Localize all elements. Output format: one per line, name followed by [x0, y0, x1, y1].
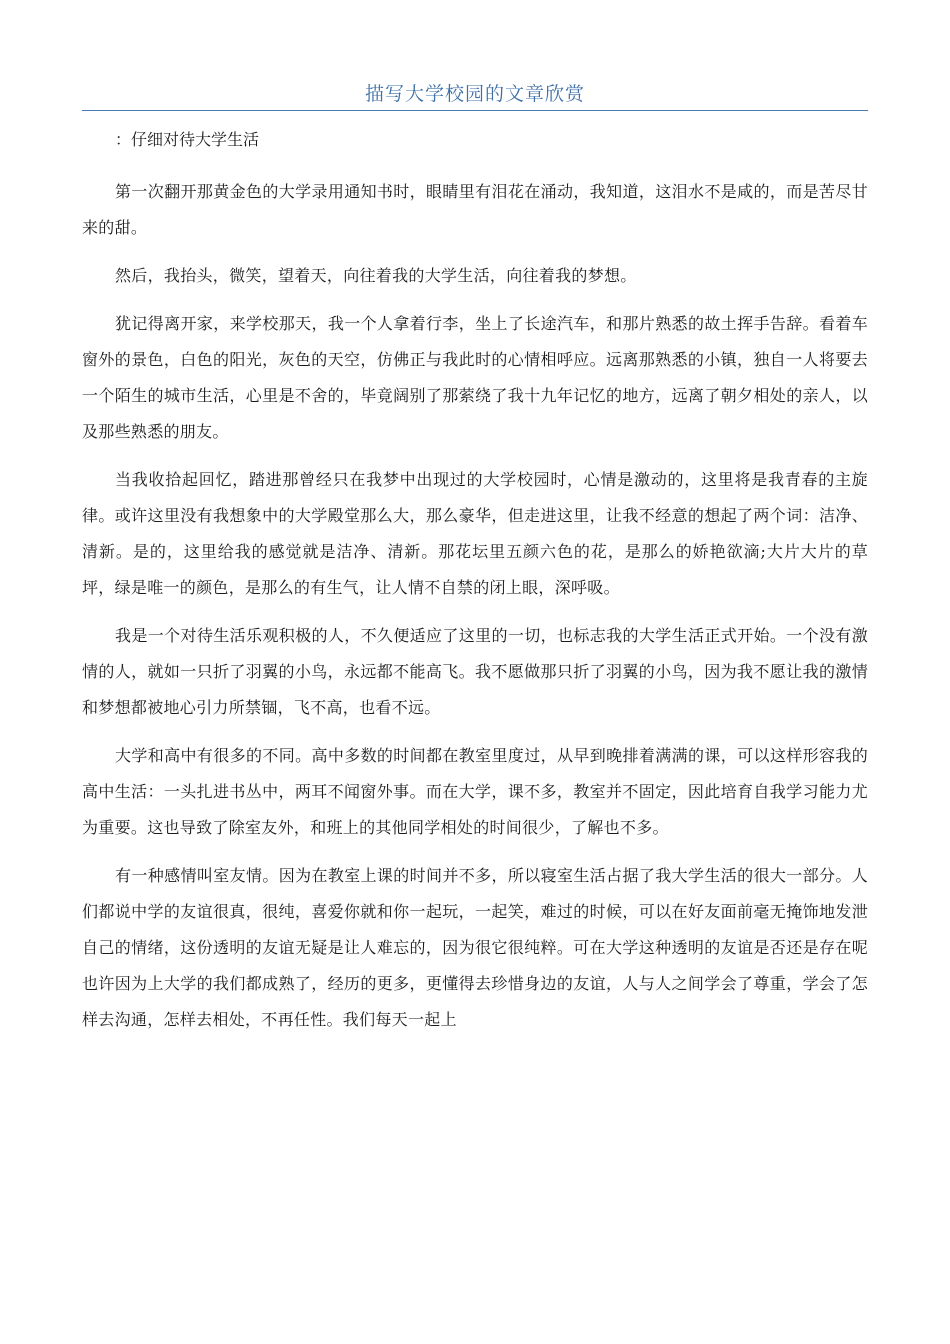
paragraph: 我是一个对待生活乐观积极的人，不久便适应了这里的一切，也标志我的大学生活正式开始。一个没有激情的人，就如一只折了羽翼的小鸟，永远都不能高飞。我不愿做那只折了羽翼的小鸟，因为我不愿让我的激情和梦想都被地心引力所禁锢，飞不高，也看不远。	[82, 626, 868, 717]
paragraph: 第一次翻开那黄金色的大学录用通知书时，眼睛里有泪花在涌动，我知道，这泪水不是咸的，而是苦尽甘来的甜。	[82, 182, 868, 237]
document-body	[82, 124, 868, 1050]
document-subtitle: ：仔细对待大学生活	[115, 130, 260, 149]
paragraph: 当我收拾起回忆，踏进那曾经只在我梦中出现过的大学校园时，心情是激动的，这里将是我青春的主旋律。或许这里没有我想象中的大学殿堂那么大，那么豪华，但走进这里，让我不经意的想起了两个词：洁净、清新。是的，这里给我的感觉就是洁净、清新。那花坛里五颜六色的花，是那么的娇艳欲滴;大片大片的草坪，绿是唯一的颜色，是那么的有生气，让人情不自禁的闭上眼，深呼吸。	[82, 470, 868, 597]
paragraph: 然后，我抬头，微笑，望着天，向往着我的大学生活，向往着我的梦想。	[115, 266, 637, 285]
paragraph: 犹记得离开家，来学校那天，我一个人拿着行李，坐上了长途汽车，和那片熟悉的故土挥手告辞。看着车窗外的景色，白色的阳光，灰色的天空，仿佛正与我此时的心情相呼应。远离那熟悉的小镇，独自一人将要去一个陌生的城市生活，心里是不舍的，毕竟阔别了那萦绕了我十九年记忆的地方，远离了朝夕相处的亲人，以及那些熟悉的朋友。	[82, 314, 868, 441]
page-header	[82, 80, 868, 111]
paragraph: 有一种感情叫室友情。因为在教室上课的时间并不多，所以寝室生活占据了我大学生活的很大一部分。人们都说中学的友谊很真，很纯，喜爱你就和你一起玩，一起笑，难过的时候，可以在好友面前毫无掩饰地发泄自己的情绪，这份透明的友谊无疑是让人难忘的，因为很它很纯粹。可在大学这种透明的友谊是否还是存在呢也许因为上大学的我们都成熟了，经历的更多，更懂得去珍惜身边的友谊，人与人之间学会了尊重，学会了怎样去沟通，怎样去相处，不再任性。我们每天一起上	[82, 866, 868, 1029]
document-title: 描写大学校园的文章欣赏	[364, 83, 585, 105]
paragraph: 大学和高中有很多的不同。高中多数的时间都在教室里度过，从早到晚排着满满的课，可以这样形容我的高中生活：一头扎进书丛中，两耳不闻窗外事。而在大学，课不多，教室并不固定，因此培育自我学习能力尤为重要。这也导致了除室友外，和班上的其他同学相处的时间很少，了解也不多。	[82, 746, 868, 837]
